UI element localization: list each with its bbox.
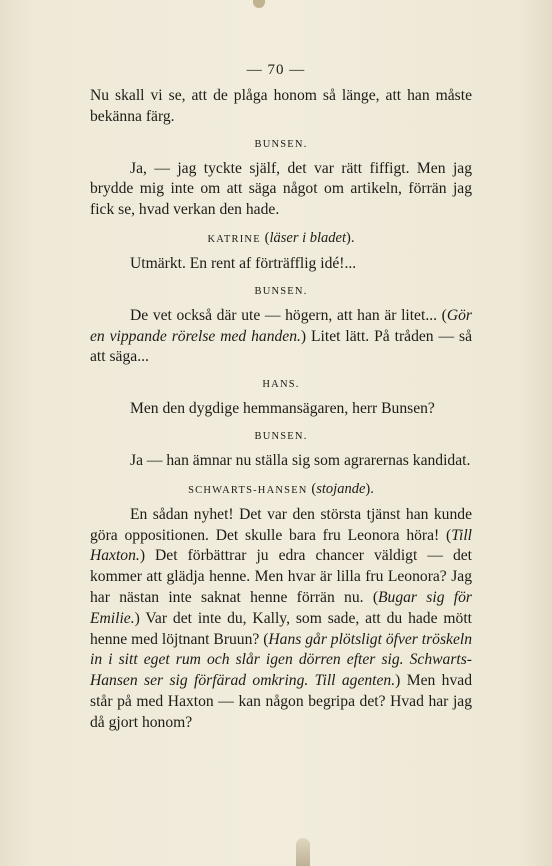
dialogue-text: Nu skall vi se, att de plåga honom så länge, att han måste bekänna färg. — [90, 87, 472, 125]
dialogue-paragraph — [90, 159, 472, 221]
dialogue-text: Ja, — jag tyckte själf, det var rätt fiffigt. Men jag brydde mig inte om att säga något om artikeln, förrän jag fick se, hvad verkan den hade. — [90, 159, 472, 219]
page-number: — 70 — — [246, 62, 306, 78]
binding-mark-top — [253, 0, 265, 8]
stage-direction: stojande — [316, 480, 366, 497]
stage-direction: läser i bladet — [269, 229, 347, 246]
speaker-name: SCHWARTS-HANSEN — [188, 484, 308, 496]
dialogue-paragraph — [90, 505, 472, 734]
dialogue-text: ) Litet lätt. På tråden — så att säga... — [90, 327, 472, 366]
speaker-heading — [90, 283, 472, 301]
speaker-heading — [90, 428, 472, 446]
speaker-heading — [90, 136, 472, 154]
stage-direction: Gör en vippande rörelse med handen. — [90, 306, 472, 345]
speaker-name: BUNSEN. — [254, 285, 308, 297]
paren-close: ). — [346, 229, 355, 246]
speaker-heading — [90, 376, 472, 394]
dialogue-text: Ja — han ämnar nu ställa sig som agrarernas kandidat. — [130, 451, 471, 469]
speaker-name: BUNSEN. — [254, 430, 308, 442]
speaker-heading — [90, 229, 472, 249]
dialogue-text: En sådan nyhet! Det var den största tjänst han kunde göra oppositionen. Det skulle bara fru Leonora höra! ( — [90, 505, 472, 544]
dialogue-paragraph — [90, 306, 472, 368]
stage-direction: Hans går plötsligt öfver tröskeln in i sitt eget rum och slår igen dörren efter sig. Schwarts-Hansen ser sig förfärad omkring. Till agenten. — [90, 630, 473, 690]
dialogue-paragraph — [90, 451, 472, 472]
speaker-name: HANS. — [262, 379, 300, 391]
dialogue-text: ) Det förbättrar ju edra chancer väldigt — det kommer att glädja henne. Men hvar är lilla fru Leonora? Jag har nästan inte saknat henne förrän nu. ( — [90, 547, 472, 606]
stage-direction: Till Haxton. — [90, 526, 472, 565]
dialogue-text: Men den dygdige hemmansägaren, herr Bunsen? — [130, 400, 435, 418]
play-text — [90, 86, 472, 742]
binding-mark-bottom — [296, 838, 310, 866]
dialogue-text: ) Var det inte du, Kally, som sade, att du hade mött henne med löjtnant Bruun? ( — [90, 609, 472, 648]
speaker-name: KATRINE — [207, 233, 261, 245]
paren-open: ( — [311, 480, 317, 497]
dialogue-text: Utmärkt. En rent af förträfflig idé!... — [130, 254, 357, 272]
dialogue-paragraph — [90, 86, 472, 128]
dialogue-paragraph — [90, 254, 472, 275]
dialogue-paragraph — [90, 399, 472, 420]
stage-direction: Bugar sig för Emilie. — [90, 588, 472, 627]
dialogue-text: ( — [441, 306, 447, 324]
dialogue-text: ) Men hvad står på med Haxton — kan någon begripa det? Hvad har jag då gjort honom? — [90, 672, 472, 731]
paren-close: ). — [365, 480, 374, 497]
speaker-name: BUNSEN. — [254, 138, 308, 150]
paren-open: ( — [264, 229, 270, 246]
speaker-heading — [90, 480, 472, 500]
dialogue-text: De vet också där ute — högern, att han är litet... — [130, 306, 442, 324]
